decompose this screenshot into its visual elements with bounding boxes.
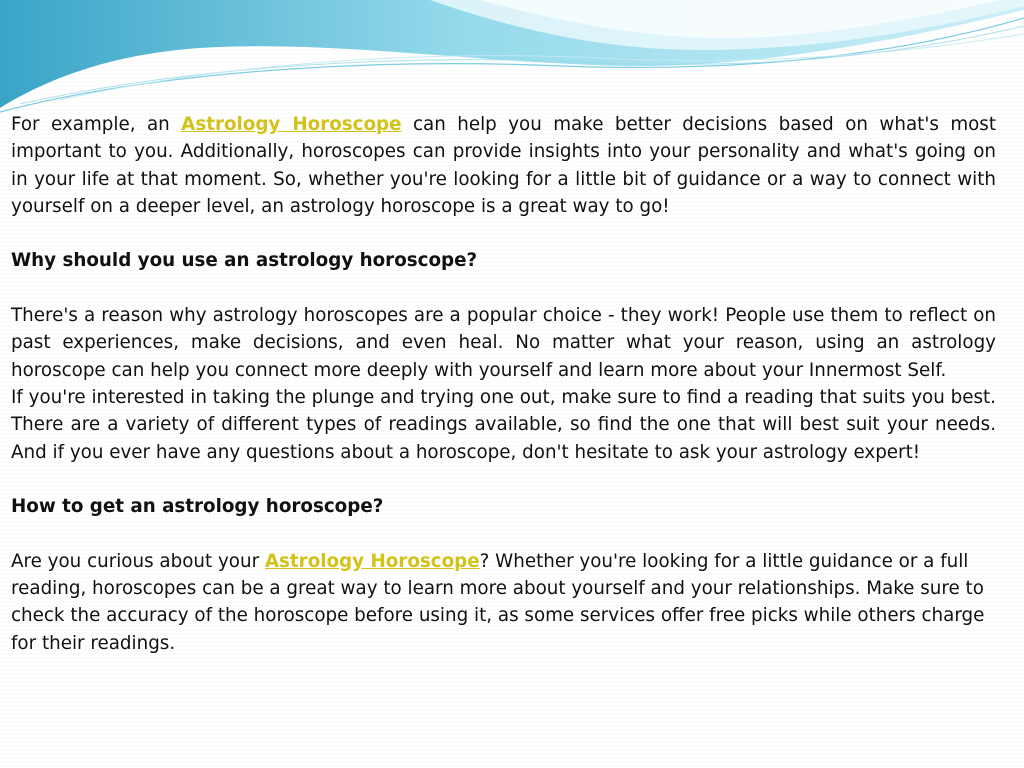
section-heading-why: Why should you use an astrology horoscope? <box>11 250 478 272</box>
spacer <box>11 520 996 547</box>
paragraph-intro-rest: can help you make better decisions based on what's most important to you. Additionally, horoscopes can provide insights into your personality and what's going on in your life at that moment. So, whether you're looking for a little bit of guidance or a way to connect with yourself on a deeper level, an astrology horoscope is a great way to go! <box>11 114 996 217</box>
spacer <box>11 220 996 247</box>
paragraph-intro-lead: For example, an <box>11 114 182 135</box>
paragraph-reasons: There's a reason why astrology horoscopes are a popular choice - they work! People use them to reflect on past experiences, make decisions, and even heal. No matter what your reason, using an astrology horoscope can help you connect more deeply with yourself and learn more about your Innermost Self. <box>11 305 996 381</box>
astrology-horoscope-link[interactable]: Astrology Horoscope <box>181 114 402 135</box>
section-heading-how: How to get an astrology horoscope? <box>11 496 384 518</box>
paragraph-curious-rest: ? Whether you're looking for a little guidance or a full reading, horoscopes can be a great way to learn more about yourself and your relationships. Make sure to check the accuracy of the horoscope before using it, as some services offer free picks while others charge for their readings. <box>11 550 985 654</box>
paragraph-curious <box>11 548 996 657</box>
wave-header-decoration <box>0 0 1024 120</box>
astrology-horoscope-link-2[interactable]: Astrology Horoscope <box>264 550 480 572</box>
paragraph-intro <box>11 111 996 220</box>
spacer <box>11 466 996 493</box>
paragraph-curious-lead: Are you curious about your <box>11 550 265 572</box>
article-body <box>11 111 996 657</box>
spacer <box>11 275 996 302</box>
paragraph-plunge: If you're interested in taking the plunge and trying one out, make sure to find a reading that suits you best. There are a variety of different types of readings available, so find the one that will best suit your needs. And if you ever have any questions about a horoscope, don't hesitate to ask your astrology expert! <box>11 386 996 463</box>
